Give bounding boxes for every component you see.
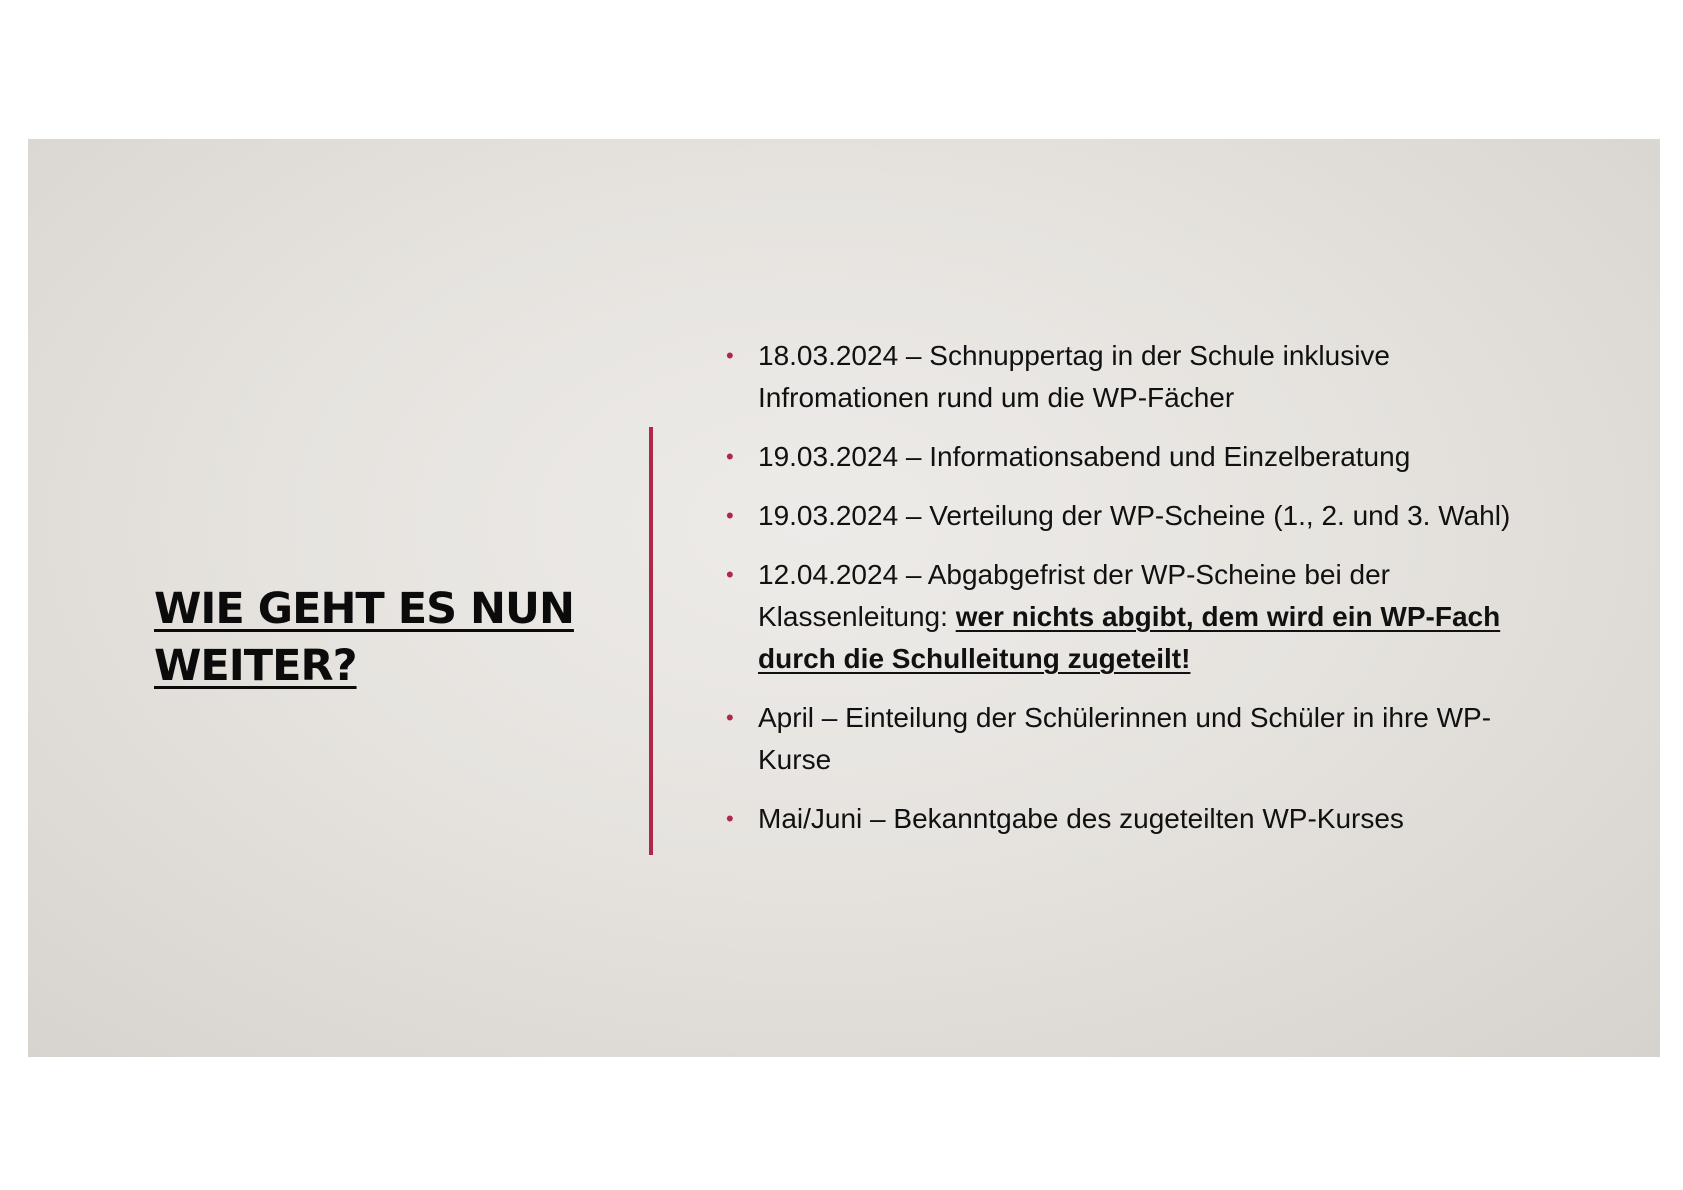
bullet-dot: •	[726, 503, 734, 528]
bullet-text: 18.03.2024 – Schnuppertag in der Schule inklusive Infromationen rund um die WP-Fächer	[758, 340, 1390, 413]
bullet-text: 12.04.2024 – Abgabgefrist der WP-Scheine bei der Klassenleitung:	[758, 559, 1390, 632]
bullet-item	[700, 697, 1540, 781]
bullet-item	[700, 495, 1540, 537]
bullet-dot: •	[726, 806, 734, 831]
bullet-item	[700, 335, 1540, 419]
bullet-emphasis: wer nichts abgibt, dem wird ein WP-Fach durch die Schulleitung zugeteilt!	[758, 601, 1501, 674]
bullet-text: April – Einteilung der Schülerinnen und Schüler in ihre WP-Kurse	[758, 702, 1492, 775]
vertical-divider	[649, 427, 653, 855]
bullet-text: Mai/Juni – Bekanntgabe des zugeteilten WP-Kurses	[758, 803, 1404, 834]
bullet-dot: •	[726, 343, 734, 368]
bullet-dot: •	[726, 444, 734, 469]
slide	[28, 139, 1660, 1057]
bullet-dot: •	[726, 705, 734, 730]
bullet-dot: •	[726, 562, 734, 587]
bullet-item	[700, 436, 1540, 478]
bullet-item	[700, 798, 1540, 840]
bullet-text: 19.03.2024 – Verteilung der WP-Scheine (1., 2. und 3. Wahl)	[758, 500, 1511, 531]
slide-title: WIE GEHT ES NUN WEITER?	[154, 584, 574, 691]
bullet-list	[700, 335, 1540, 857]
bullet-text: 19.03.2024 – Informationsabend und Einzelberatung	[758, 441, 1411, 472]
bullet-item	[700, 554, 1540, 680]
